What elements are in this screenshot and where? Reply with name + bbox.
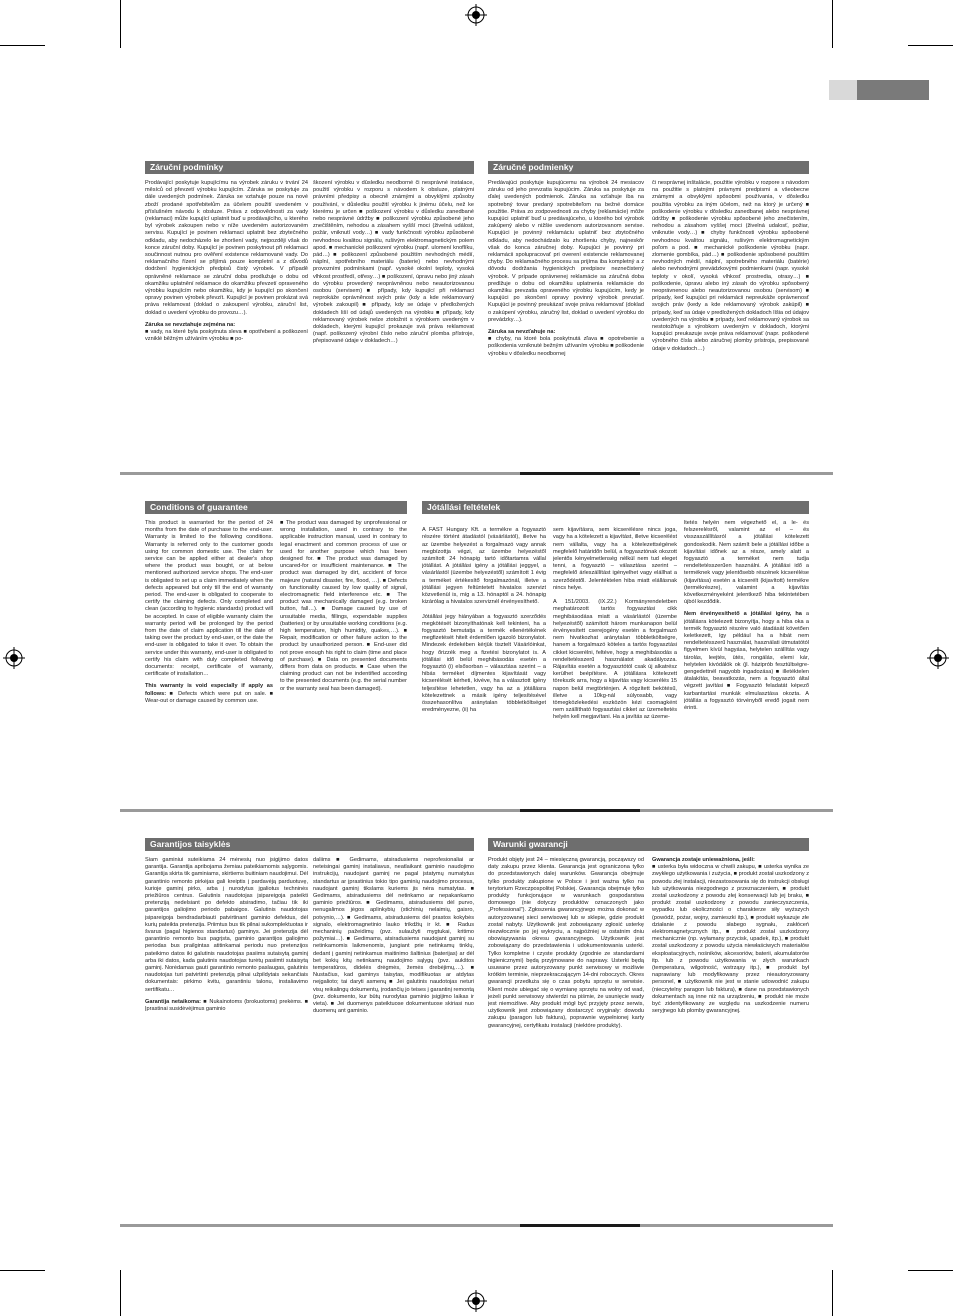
hu-void-title: Nem érvényesíthető a jótállási igény, ha bbox=[684, 611, 802, 618]
section-title-hu: Jótállási feltételek bbox=[422, 501, 809, 514]
en-body: This product is warranted for the period of 24 months from the date of purchase to the end-user. Warranty is limited to the following conditions. Warranty is referred only to the customer goods using for common domestic use. The claim for service can be applied either at dealer's shop where the product was bought, or at below mentioned authorized service shops. The end-user is obligated to set up a claim immediately when the defects appeared but only till the end of warranty period. The end-user is obligated to cooperate to certify the claiming defects. Only completed and clean (according to hygienic standards) product will be accepted. In case of eligible warranty claim the warranty period will be prolonged by the period from the date of claim application till the date of taking over the product by end-user, or the date the end-user is obligated to take it over. To obtain the service under this warranty, end-user is obligated to certify his claim with duly completed following documents: receipt, certificate of warranty, certificate of installation… bbox=[145, 520, 273, 678]
separator-grey bbox=[120, 809, 520, 812]
pl-column-2 bbox=[652, 857, 809, 1117]
lt-void-text: ■ Nukainotoms (brokuotoms) prekėms. ■ Įprastinai susidėvėjimus gaminio bbox=[145, 998, 308, 1013]
registration-mark-icon bbox=[465, 1290, 487, 1312]
sk-void-block bbox=[488, 329, 644, 358]
en-body-2: ■ The product was damaged by unprofessional or wrong installation, used in contrary to the applicable instruction manual, used in contrary to legal enactment and common process of use or used for another purpose which has been designed for. ■ The product was damaged by uncared-for or insufficient maintenance. ■ The product was damaged by dirt, accident of force majeure (natural disaster, fire, flood, …). ■ Defects on functionality caused by low quality of signal, electromagnetic field interference etc. ■ The product was mechanically damaged (e.g. broken button, fall…). ■ Damage caused by use of unsuitable media, fillings, expendable supplies (batteries) or by unsuitable working conditions (e.g. high temperature, high humidity, quakes,…). ■ Repair, modification or other failure action to the product by unauthorized person. ■ End-user did not prove enough his right to claim (time and place of purchase). ■ Data on presented documents differs from data on products. ■ Case when the claiming product can not be indentified according to the presented documents (e.g. the serial number or the warranty seal has been damaged). bbox=[280, 520, 407, 692]
language-tab-light bbox=[829, 80, 857, 100]
hu-body-2: sem kijavításra, sem kicserélésre nincs joga, vagy ha a kötelezett a kijavítást, illetve kicserélést nem vállalta, vagy ha a kötelezettségének megfelelő határidőn belül, a fogyasztónak okozott jelentős kényelmetlenség nélkül nem tud eleget tenni, a fogyasztó – választása szerint – megfelelő árleszállítást igényelhet vagy elállhat a szerződéstől. Jelentéktelen hiba miatt elállásnak nincs helye. A 151/2003. (IX.22.) Kormányrendeletben meghatározott tartós fogyasztási cikk meghibásodása miatt a vásárlástól (üzembe helyezéstől) számított három munkanapon belül érvényesített cserejogény esetén a forgalmazó nem hivatkozhat aránytalan többletköltségre, hanem a forgalmazó köteles a tartós fogyasztási cikket kicserélni, feltéve, hogy a meghibásodás a rendeltetésszerű használatot akadályozza. Rájavítás esetén a fogyasztótól csak új alkatrész kerülhet beépítésre. A jótállásra kötelezett törekszik arra, hogy a kijavítás vagy kicserélés 15 napon belül megtörténjen. A rögzített bekötésű, illetve a 10kg-nál súlyosabb, vagy tömegközlekedési eszközön kézi csomagként nem szállítható fogyasztási cikket az üzemeltetés helyén kell megjavítani. Ha a javítás az üzeme- bbox=[553, 527, 677, 721]
separator-grey bbox=[640, 809, 833, 812]
crop-mark bbox=[908, 45, 953, 46]
separator-grey bbox=[120, 1224, 520, 1227]
hu-column-1 bbox=[422, 520, 546, 795]
separator-dark bbox=[520, 809, 640, 812]
pl-void-text: ■ usterka była widoczna w chwili zakupu, ■ usterka wynika ze zwykłego użytkowania i zużycia, ■ produkt został uszkodzony z powodu złej instalacji, niezastosowania się do instrukcji obsługi lub użytkowania niezgodnego z przeznaczeniem, ■ produkt został uszkodzony z powodu złej konserwacji lub jej braku, ■ produkt został uszkodzony z powodu zanieczyszczenia, wypadku lub okoliczności o charakterze siły wyższych (powódź, pożar, wojny, zamieszki itp.), ■ produkt wykazuje złe działanie z powodu słabego sygnału, zakłóceń elektromagnetycznych itp., ■ produkt został uszkodzony mechanicznie (np. wyłamany przycisk, upadek, itp.), ■ produkt został uszkodzony z powodu użycia niewłaściwych materiałów eksploatacyjnych, nośników, akcesoriów, baterii, akumulatorów itp. lub z powodu użytkowania w złych warunkach (temperatura, wilgotność, wstrząsy itp.), ■ produkt był naprawiany lub modyfikowany przez nieautoryzowany personel, ■ użytkownik nie jest w stanie udowodnić zakupu (nieczytelny paragon lub faktura), ■ dane na przedstawionych dokumentach są inne niż na urządzeniu, ■ produkt nie może być zidentyfikowany ze względu na uszkodzenie numeru seryjnego lub plomby gwarancyjnej. bbox=[652, 864, 809, 1015]
section-separator bbox=[120, 809, 833, 812]
cz-void-text: ■ vady, na které byla poskytnuta sleva ■ opotřebení a poškození vzniklé běžným užíváním výrobku ■ po- bbox=[145, 329, 308, 343]
crop-mark bbox=[0, 45, 45, 46]
cz-body-2: škození výrobku v důsledku neodborné či nesprávné instalace, použití výrobku v rozporu s návodem k obsluze, platnými právními předpisy a obecně známými a obvyklými způsoby používání, v důsledku použití výrobku k jinému účelu, než ke kterému je určen ■ poškození výrobku v důsledku zanedbané nebo nesprávné údržby ■ poškození výrobku způsobené jeho znečištěním, nehodou a zásahem vyšší moci (živelná událost, požár, vniknutí vody…) ■ vady funkčnosti výrobku způsobené nevhodnou kvalitou signálu, rušivým elektromagnetickým polem apod. ■ mechanické poškození výrobku (např. ulomení knoflíku, pád…) ■ poškození způsobené použitím nevhodných médií, náplní, spotřebního materiálu (baterie) nebo nevhodnými provozními podmínkami (např. vysoké okolní teploty, vysoká vlhkost prostředí, otřesy…) ■ poškození, úpravu nebo jiný zásah do výrobku provedený neoprávněnou nebo neautorizovanou osobou (servisem) ■ případy, kdy kupující při reklamaci neprokáže oprávněnost svých práv (kdy a kde reklamovaný výrobek zakoupil) ■ případy, kdy se údaje v předložených dokladech liší od údajů uvedených na výrobku ■ případy, kdy reklamovaný výrobek nelze ztotožnit s výrobkem uvedeným v dokladech, kterými kupující prokazuje svá práva reklamovat (např. poškozený výrobní číslo nebo záruční plomba přístroje, přepisované údaje v dokladech…) bbox=[313, 180, 474, 345]
registration-mark-icon bbox=[465, 4, 487, 26]
sk-column-2 bbox=[652, 180, 809, 450]
section-separator bbox=[120, 472, 833, 475]
hu-column-2 bbox=[553, 520, 677, 795]
cz-body: Prodávající poskytuje kupujícímu na výrobek záruku v trvání 24 měsíců od převzetí výrobku kupujícím. Záruka se poskytuje za dále uvedených podmínek. Záruka se vztahuje pouze na nové zboží prodané spotřebitelům za účelem použití uvedeném v příslušném návodu k obsluze. Práva z odpovědnosti za vady (reklamaci) může kupující uplatnit buď u prodávajícího, u kterého byl výrobek zakoupen nebo v níže uvedeném autorizovaném servisu. Kupující je povinen reklamaci uplatnit bez zbytečného odkladu, aby nedocházelo ke zhoršení vady, nejpozději však do konce záruční doby. Kupující je povinen poskytnout při reklamaci součinnost nutnou pro ověření existence reklamované vady. Do reklamačního řízení se přijímá pouze kompletní a z důvodů dodržení hygienických předpisů čistý výrobek. V případě oprávněné reklamace se záruční doba prodlužuje o dobu od okamžiku uplatnění reklamace do okamžiku převzetí opraveného výrobku kupujícím nebo okamžiku, kdy je kupující po skončení opravy povinen výrobek převzít. Kupující je povinen prokázat svá práva reklamovat (doklad o zakoupení výrobku, záruční list, doklad o uvedení výrobku do provozu…). bbox=[145, 180, 308, 316]
en-void-text: ■ Defects which were put on sale. ■ Wear-out or damage caused by common use. bbox=[145, 690, 273, 704]
crop-mark bbox=[0, 1270, 45, 1271]
pl-column-1 bbox=[488, 857, 644, 1117]
crop-mark bbox=[908, 1270, 953, 1271]
section-title-sk: Záručné podmienky bbox=[488, 161, 809, 174]
lt-void-block bbox=[145, 999, 308, 1013]
pl-void-title: Gwarancja zostaje unieważniona, jeśli: bbox=[652, 857, 755, 863]
lt-column-1 bbox=[145, 857, 308, 1117]
lt-void-title: Garantija netaikoma: bbox=[145, 998, 201, 1005]
separator-grey bbox=[640, 472, 833, 475]
section-title-lt: Garantijos taisyklės bbox=[145, 838, 474, 851]
section-separator bbox=[120, 1224, 833, 1227]
pl-void-block bbox=[652, 857, 809, 1015]
lt-body: Šiam gaminiui suteikiama 24 mėnesių nuo įsigijimo datos garantija. Garantija apribojama žemiau pateikiamomis sąlygomis. Garantija skirta tik gaminiams, skirtiems buitiniam naudojimui. Dėl garantinio remonto pirkėjas gali kreiptis į pardavėją parduotuvę, kurioje gaminį pirko, arba į nurodytus įgaliotus techninės priežiūros centrus. Galutinis naudotojas įsipareigoja pateikti pretenziją nedelsiant po defekto atsiradimo, tačiau tik iki garantijos galiojimo periodo pabaigos. Galutinis naudotojas įsipareigoja bendradarbiauti patvirtinant gaminio defektus, dėl kurių pateikta pretenzija. Priimtus bus tik pilnai sukomplektuotas ir švarus (pagal higienos standartus) gaminys. Jei pretenzija dėl garantinio remonto bus pagrįsta, gaminio garantijos galiojimo periodas bus prailgintas atitinkamai periodu nuo pretenzijos pateikimo datos iki galutinis naudotojas pasiims sutaisytą gaminį arba iki datos, kada galutinis naudotojas turėtų pasiimti sutaisytą gaminį. Norėdamas gauti garantinio remonto paslaugas, galutinis naudotojas turi patvirtinti pretenziją pilnai užpildytais sekančiais dokumentais: pirkimo kvitu, garantiniu talonu, instaliavimo sertifikatu… bbox=[145, 857, 308, 993]
sk-void-title: Záruka sa nevzťahuje na: bbox=[488, 329, 556, 336]
cz-column-1 bbox=[145, 180, 308, 450]
registration-mark-icon bbox=[3, 647, 25, 669]
registration-mark-icon bbox=[927, 647, 949, 669]
separator-dark bbox=[520, 472, 640, 475]
hu-void-text: a jótállásra kötelezett bizonyítja, hogy a hiba oka a termék fogyasztó részére való átadását követően keletkezett, így például ha a hibát nem rendeltetésszerű használat, használati útmutatótól figyelmen kívül hagyása, helytelen szállítás vagy tárolás, leejtés, ütés, rongálás, elemi kár, helytelen kivódálók ok (jl. háziprób fesztültségre-gengedettnél nagyobb ingadozása) ■ illetéktelen átalakítás, beavatkozás, nem a fogyasztó által végzett javítási ■ Fogyasztó feladatát képező karbantartási munkák elmulasztása okozta. A jótállás a fogyasztó törvényből eredő jogait nem érinti. bbox=[684, 611, 809, 712]
en-void-title: This warranty is void especially if apply as follows: bbox=[145, 683, 273, 697]
crop-mark bbox=[120, 1270, 121, 1316]
cz-void-block bbox=[145, 322, 308, 344]
lt-column-2 bbox=[313, 857, 474, 1117]
crop-mark bbox=[832, 1270, 833, 1316]
section-title-cz: Záruční podmínky bbox=[145, 161, 474, 174]
cz-void-title: Záruka se nevztahuje zejména na: bbox=[145, 321, 236, 328]
en-column-1 bbox=[145, 520, 273, 795]
sk-column-1 bbox=[488, 180, 644, 450]
crop-mark bbox=[832, 0, 833, 48]
hu-column-3 bbox=[684, 520, 809, 795]
en-void-block bbox=[145, 683, 273, 705]
separator-grey bbox=[120, 472, 520, 475]
section-title-pl: Warunki gwarancji bbox=[488, 838, 809, 851]
cz-column-2 bbox=[313, 180, 474, 450]
separator-dark bbox=[520, 1224, 640, 1227]
hu-void-block bbox=[684, 611, 809, 712]
sk-void-text: ■ chyby, na ktoré bola poskytnutá zľava ■ opotrebenie a poškodenia vzniknuté bežným užívaním výrobku ■ poškodenie výrobku v dôsledku neodbornej bbox=[488, 336, 644, 357]
sk-body-2: či nesprávnej inštalácie, použitie výrobku v rozpore s návodom na použitie s platnými právnymi predpismi a všeobecne známymi a obvyklými spôsobmi používania, v dôsledku použitia výrobku za iným účelom, než na ktorý je určený ■ poškodenie výrobku v dôsledku zanedbanej alebo nesprávnej údržby ■ poškodenie výrobku spôsobené jeho znečistením, nehodou a zásahom vyššej moci (živelná udalosť, požiar, vniknutie vody…) ■ chyby funkčnosti výrobku spôsobené nevhodnou kvalitou signálu, rušivým elektromagnetickým poľom a pod. ■ mechanické poškodenie výrobku (napr. zlomenie gombíka, pád…) ■ poškodenie spôsobené použitím nevhodných médií, náplní, spotrebného materiálu (batérie) alebo nevhodnými prevádzkovými podmienkami (napr. vysoké teploty v okolí, vysoká vlhkosť prostredia, otrasy…) ■ poškodenie, úpravu alebo iný zásah do výrobku spôsobený neoprávnenou alebo neautorizovanou osobou (servisom) ■ prípady, keď kupujúci pri reklamácii nepreukáže oprávnenosť svojich práv (kedy a kde reklamovaný výrobok zakúpil) ■ prípady, keď sa údaje v predložených dokladoch líšia od údajov uvedených na výrobku ■ prípady, keď reklamovaný výrobok sa nestotožňuje s výrobkom uvedeným v dokladoch, ktorými kupujúci preukazuje svoje práva reklamovať (napr. poškodené výrobného čísla alebo záručnej plomby prístroja, prepisované údaje v dokladoch…) bbox=[652, 180, 809, 352]
pl-body: Produkt objęty jest 24 – miesięczną gwarancją, począwszy od daty zakupu przez klienta. Gwarancja jest ograniczona tylko do przedstawionych dalej warunków. Gwarancja obejmuje tylko produkty zakupione w Polsce i jest ważna tylko na terytorium Rzeczpospolitej Polskiej. Gwarancja obejmuje tylko produkty funkcjonujące w warunkach gospodarstwa domowego (nie dotyczy produktów oznaczonych jako „Professional"). Zgłoszenia gwarancyjnego można dokonać w autoryzowanej sieci serwisowej lub w sklepie, gdzie produkt został nabyty. Użytkownik jest zobowiązany zgłosić usterkę niezwłocznie po jej wykryciu, a najpóźniej w ostatnim dniu obowiązywania okresu gwarancyjnego. Użytkownik jest zobowiązany do przedstawienia i udokumentowania usterki. Tylko kompletne i czyste produkty (zgodnie ze standardami higienicznymi) będą przyjmowane do naprawy. Usterki będą usuwane przez autoryzowany punkt serwisowy w możliwie krótkim terminie, nieprzekraczającym 14-dni roboczych. Okres gwarancji przedłuża się o czas pobytu sprzętu w serwisie. Klient może ubiegać się o wymianę sprzętu na wolny od wad, jeżeli punkt serwisowy stwierdzi na piśmie, że usunięcie wady jest niemożliwe. Aby produkt mógł być przyjęty przez serwis, użytkownik jest zobowiązany dostarczyć oryginały: dowodu zakupu (paragon lub faktura), poprawnie wypełnionej karty gwarancyjnej, certyfikatu instalacji (niektóre produkty). bbox=[488, 857, 644, 1029]
language-tab-dark bbox=[857, 80, 929, 100]
en-column-2 bbox=[280, 520, 407, 795]
crop-mark bbox=[120, 0, 121, 48]
sk-body: Predávajúci poskytuje kupujúcemu na výrobok 24 mesiacov záruku od jeho prevzatia kupujúcim. Záruka sa poskytuje za ďalej uvedených podmienok. Záruka sa vzťahuje iba na spotrebný tovar predaný spotrebiteľom na bežné domáce použitie. Práva zo zodpovednosti za chyby (reklamácie) môže kupujúci uplatniť buď u predávajúceho, u ktorého bol výrobok zakúpený alebo v nižšie uvedenom autorizovanom servise. Kupujúci je povinný reklamáciu uplatniť bez zbytočného odkladu, aby nedochádzalo ku zhoršeniu chyby, najneskôr však do konca záručnej doby. Kupujúci je povinný pri reklamácii spolupracovať pri overení existencie reklamovanej chyby. Do reklamačného procesu sa prijíma iba kompletný a z dôvodu dodržania hygienických predpisov neznečistený výrobok. V prípade oprávnenej reklamácie sa záručná doba predlžuje o dobu od okamžiku uplatnenia reklamácie do okamžiku prevzatia opraveného výrobku kupujúcim, kedy je kupujúci po skončení opravy povinný výrobok prevziať. Kupujúci je povinný preukázať svoje práva reklamovať (doklad o zakúpení výrobku, záručný list, doklad o uvedení výrobku do prevádzky…). bbox=[488, 180, 644, 323]
hu-body-3: ltetés helyén nem végezhető el, a le- és felszerelésről, valamint az el – és visszaszállításról a jótállási kötelezett gondoskodik. Nem számít bele a jótállási időbe a kijavítási időnek az a része, amely alatt a fogyasztó a terméket nem tudja rendeltetésszerűen használni. A jótállási idő a terméknek vagy jelentősebb részének kicserélése (kijavítása) esetén a kicserélt (kijavított) termékre (termékrészre), valamint a kijavítás következményeként jelentkező hiba tekintetében újból kezdődik. bbox=[684, 520, 809, 606]
section-title-en: Conditions of guarantee bbox=[145, 501, 407, 514]
hu-body: A FAST Hungary Kft. a termékre a fogyasztó részére történt átadástól (vásárlástól), illetve ha az üzembe helyezést a forgalmazó vagy annak megbízottja végzi, az üzembe helyezéstől számított 24 hónapig tartó időtartamra vállal jótállást. A jótállási igény a jótállási jeggyel, a vásárlástól (üzembe helyezéstől) számított 1 évig a terméket értékesítő forgalmazónál, illetve a jótállási jegyen feltüntetett hivatalos szervizt közvetlenül is, míg a 13. hónaptól a 24. hónapig kizárólag a hivatalos szerviznél érvényesíthető. Jótállási jegy hiányában a fogyasztó szerződés megkötését bizonyíthatónak kell tekinteni, ha a fogyasztó bemutatja a termék ellenértékének megfizetését hitelt érdemlően igazoló bizonylatot. Mindezek érdekében kérjük tisztelt Vásárlóinkat, hogy őrizzék meg a fizetési bizonylatot is. A jótállási idő belül meghibásodás esetén a fogyasztó (i) elsősorban – választása szerint – a hibás terméket díjmentes kijavítását vagy kicserélését kérheti, kivéve, ha a választott igény teljesítése lehetetlen, vagy ha az a jótállásra kötelezettnek a másik igény teljesítésével összehasonlítva aránytalan többletköltséget eredményezne, (ii) ha bbox=[422, 527, 546, 714]
separator-grey bbox=[640, 1224, 833, 1227]
lt-body-2: daliims ■ Gedimams, atsiradusiems neprofesionaliai ar neteisingai gaminį instaliavus, neatlaikant gaminio naudojimo instrukcijų, naudojant gaminį ne pagal įstatymų numatytus standartus ar įprastinius tokio tipo gaminių naudojimo procesus, naudojant gaminį tikslams kuriems jis nėra numatytas. ■ Gedimams, atsiradusiems dėl netinkamo ar nepakankamo gaminio priežiūros. ■ Gedimams, atsiradusiems dėl purvo, nenugalimos jėgos aplinkybių (stichinių nelaimių, gaisro, potvynio,…). ■ Gedimams, atsiradusiems dėl prastos kokybės signalo, elektromagnetinio lauko trikdžių ir kt. ■ Radus mechaninių pažeidimų (pvz. sulaužyti mygtukai, kritimo požymiai…). ■ Gedimams, atsiradusiems naudojant gaminį su netinkamomis laikmenomis, jungiant prie netinkamų tinklų, dedant į gaminį netinkamus maitinimo šaltinius (baterijas) ar dėl bet kokių kitų netinkamų naudojimo sąlygų (pvz. aukštos temperatūros, didelės drėgmės, žemės drebėjimų,…). ■ Nustačius, kad gaminys taisytas, modifikuotas ar atdytas neįgalioto; tai daryti asmenų ■ Jei galutinis naudotojas neturi visų reikalingų dokumentų, įrodančių jo teises į garantinį remontą (pvz. dokumento, kur būtų nurodytas gaminio įsigijimo laikas ir vieta). ■ Jei duomenys pateiktuose dokumentuose skiriasi nuo duomenų ant gaminio. bbox=[313, 857, 474, 1015]
